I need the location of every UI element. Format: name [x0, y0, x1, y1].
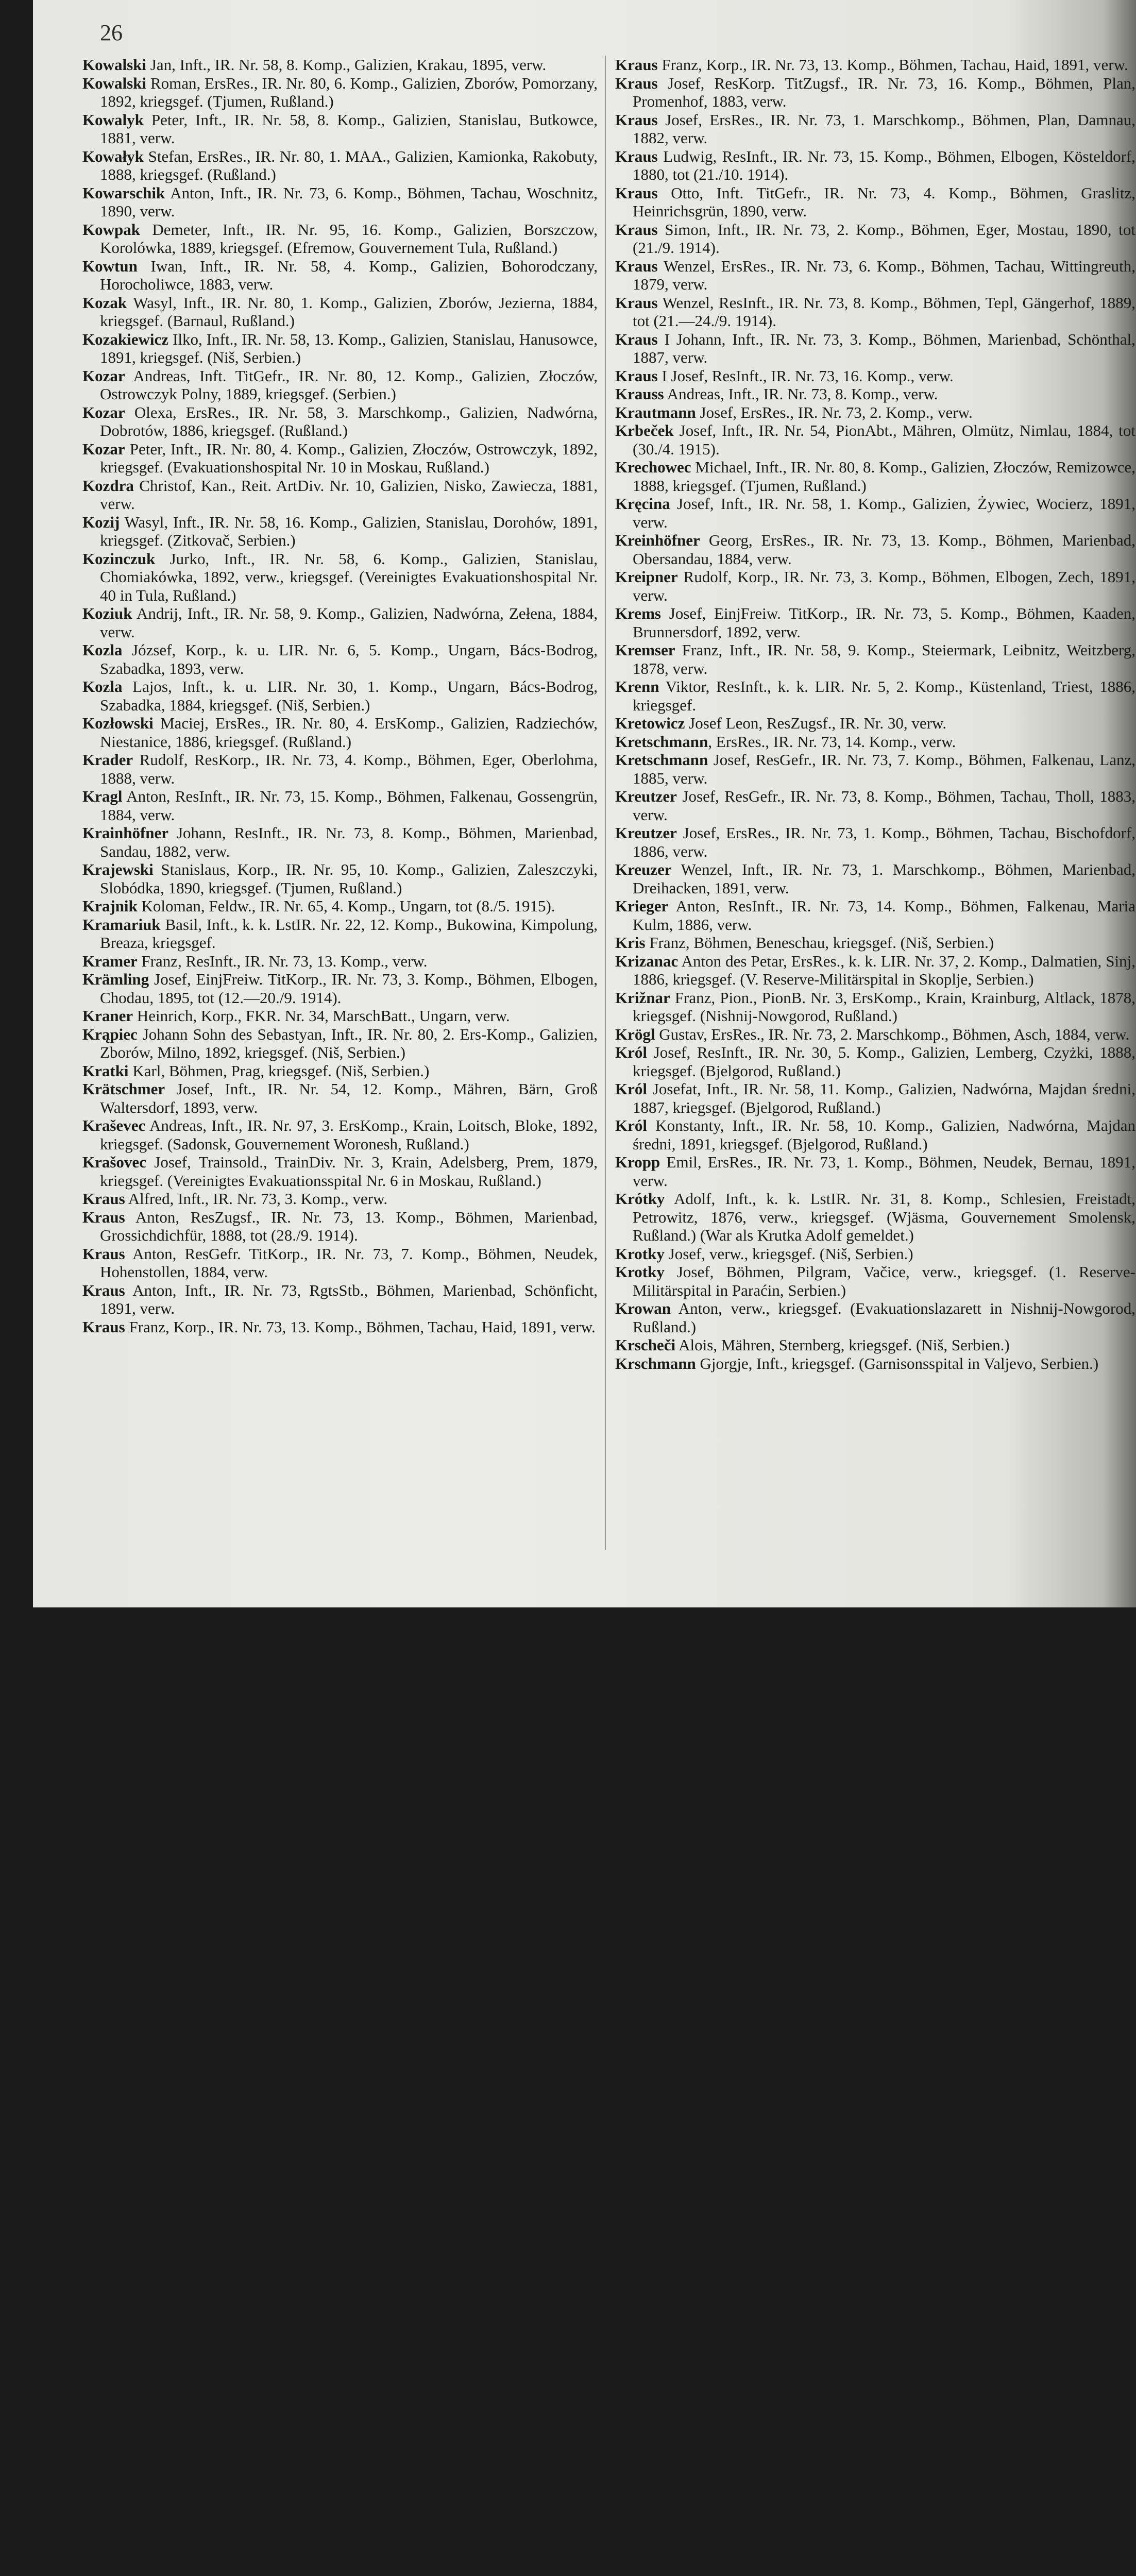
entry-details: Jan, Inft., IR. Nr. 58, 8. Komp., Galizien, Krakau, 1895, verw. [146, 56, 547, 74]
entry-surname: Kreuzer [615, 860, 672, 878]
entry-details: Rudolf, ResKorp., IR. Nr. 73, 4. Komp., Böhmen, Eger, Oberlohma, 1888, verw. [100, 751, 598, 787]
entry-surname: Kreutzer [615, 787, 677, 805]
register-entry [82, 916, 598, 952]
entry-surname: Kretowicz [615, 714, 685, 732]
entry-details: Simon, Inft., IR. Nr. 73, 2. Komp., Böhmen, Eger, Mostau, 1890, tot (21./9. 1914). [633, 220, 1135, 257]
register-entry [615, 294, 1135, 330]
register-entry [615, 458, 1135, 495]
entry-surname: Kozinczuk [82, 549, 156, 568]
register-entry [615, 677, 1135, 714]
register-entry [82, 147, 598, 184]
register-entry [615, 1080, 1135, 1116]
entry-surname: Kozłowski [82, 714, 154, 732]
entry-surname: Kozla [82, 641, 123, 659]
register-entry [615, 1299, 1135, 1336]
entry-details: Demeter, Inft., IR. Nr. 95, 16. Komp., Galizien, Borszczow, Korolówka, 1889, kriegsgef. (Efremow, Gouvernement Tula, Rußland.) [100, 220, 598, 257]
register-entry [615, 221, 1135, 257]
register-entry [82, 1245, 598, 1281]
scanned-page [33, 0, 1136, 1607]
register-entry [82, 641, 598, 677]
entry-surname: Kretschmann [615, 732, 708, 751]
register-entry [82, 1190, 598, 1208]
entry-surname: Krótky [615, 1190, 665, 1208]
entry-details: Karl, Böhmen, Prag, kriegsgef. (Niš, Serbien.) [128, 1061, 430, 1080]
entry-details: Gustav, ErsRes., IR. Nr. 73, 2. Marschkomp., Böhmen, Asch, 1884, verw. [655, 1025, 1130, 1043]
entry-surname: Krotky [615, 1263, 665, 1281]
entry-details: Michael, Inft., IR. Nr. 80, 8. Komp., Galizien, Złoczów, Remizowce, 1888, kriegsgef. (Tjumen, Rußland.) [633, 458, 1135, 495]
register-entry [82, 952, 598, 971]
register-entry [82, 440, 598, 477]
entry-surname: Kreipner [615, 568, 678, 586]
entry-surname: Krąpiec [82, 1025, 138, 1043]
entry-details: Stanislaus, Korp., IR. Nr. 95, 10. Komp., Galizien, Zaleszczyki, Slobódka, 1890, kriegsgef. (Tjumen, Rußland.) [100, 860, 598, 897]
register-entry [615, 952, 1135, 989]
register-entry [615, 1153, 1135, 1190]
entry-surname: Krizanac [615, 952, 679, 970]
entry-details: Koloman, Feldw., IR. Nr. 65, 4. Komp., Ungarn, tot (8./5. 1915). [137, 897, 555, 915]
left-column [82, 56, 598, 1336]
entry-surname: Kowarschik [82, 183, 165, 202]
entry-details: Wenzel, ErsRes., IR. Nr. 73, 6. Komp., Böhmen, Tachau, Wittingreuth, 1879, verw. [633, 257, 1135, 293]
entry-details: Wasyl, Inft., IR. Nr. 80, 1. Komp., Galizien, Zborów, Jezierna, 1884, kriegsgef. (Barnaul, Rußland.) [100, 293, 598, 330]
entry-surname: Kraus [615, 330, 658, 348]
entry-surname: Krems [615, 604, 661, 622]
register-entry [82, 1153, 598, 1190]
entry-surname: Kretschmann [615, 751, 708, 769]
entry-details: Franz, Inft., IR. Nr. 58, 9. Komp., Steiermark, Leibnitz, Weitzberg, 1878, verw. [633, 641, 1135, 677]
register-entry [82, 714, 598, 751]
entry-details: I Johann, Inft., IR. Nr. 73, 3. Komp., Böhmen, Marienbad, Schönthal, 1887, verw. [633, 330, 1135, 366]
register-entry [615, 495, 1135, 531]
entry-surname: Krbeček [615, 421, 674, 439]
entry-surname: Kowpak [82, 220, 140, 239]
entry-surname: Kozdra [82, 476, 134, 495]
entry-surname: Kraus [82, 1317, 125, 1336]
entry-details: Anton, ResGefr. TitKorp., IR. Nr. 73, 7. Komp., Böhmen, Neudek, Hohenstollen, 1884, verw. [100, 1244, 598, 1281]
entry-details: Iwan, Inft., IR. Nr. 58, 4. Komp., Galizien, Bohorodczany, Horocholiwce, 1883, verw. [100, 257, 598, 293]
register-entry [615, 531, 1135, 568]
register-entry [615, 367, 1135, 385]
entry-details: Andreas, Inft., IR. Nr. 97, 3. ErsKomp., Krain, Loitsch, Bloke, 1892, kriegsgef. (Sadonsk, Gouvernement Woronesh, Rußland.) [100, 1116, 598, 1153]
entry-surname: Krautmann [615, 403, 696, 421]
entry-details: Anton, ResInft., IR. Nr. 73, 15. Komp., Böhmen, Falkenau, Gossengrün, 1884, verw. [100, 787, 598, 824]
entry-surname: Kowalski [82, 74, 147, 92]
entry-surname: Krschmann [615, 1354, 696, 1372]
page-number: 26 [100, 20, 123, 45]
register-entry [82, 897, 598, 916]
entry-surname: Krieger [615, 897, 669, 915]
entry-surname: Kozar [82, 403, 125, 421]
entry-details: Josef, ErsRes., IR. Nr. 73, 2. Komp., verw. [696, 403, 973, 421]
viewer-footer [0, 1607, 1136, 1701]
entry-details: Franz, Korp., IR. Nr. 73, 13. Komp., Böhmen, Tachau, Haid, 1891, verw. [657, 56, 1128, 74]
entry-surname: Król [615, 1043, 647, 1061]
entry-details: Josef, Inft., IR. Nr. 54, 12. Komp., Mähren, Bärn, Groß Waltersdorf, 1893, verw. [100, 1080, 598, 1116]
entry-surname: Krechowec [615, 458, 691, 476]
entry-details: Stefan, ErsRes., IR. Nr. 80, 1. MAA., Galizien, Kamionka, Rakobuty, 1888, kriegsgef. (Rußland.) [100, 147, 598, 183]
entry-surname: Kris [615, 934, 646, 952]
entry-surname: Kraus [615, 220, 658, 239]
entry-surname: Kraus [82, 1244, 125, 1263]
entry-details: Alfred, Inft., IR. Nr. 73, 3. Komp., verw. [125, 1190, 388, 1208]
entry-details: Josef, ResGefr., IR. Nr. 73, 8. Komp., Böhmen, Tachau, Tholl, 1883, verw. [633, 787, 1135, 824]
register-entry [615, 604, 1135, 641]
entry-surname: Krenn [615, 677, 659, 696]
entry-details: Josef, ErsRes., IR. Nr. 73, 1. Marschkomp., Böhmen, Plan, Damnau, 1882, verw. [633, 110, 1135, 147]
entry-details: Ilko, Inft., IR. Nr. 58, 13. Komp., Galizien, Stanislau, Hanusowce, 1891, kriegsgef. (Niš, Serbien.) [100, 330, 598, 366]
entry-surname: Kowalski [82, 56, 147, 74]
entry-details: Johann Sohn des Sebastyan, Inft., IR. Nr. 80, 2. Ers-Komp., Galizien, Zborów, Milno, 1892, kriegsgef. (Niš, Serbien.) [100, 1025, 598, 1061]
entry-details: Maciej, ErsRes., IR. Nr. 80, 4. ErsKomp., Galizien, Radziechów, Niestanice, 1886, kriegsgef. (Rußland.) [100, 714, 598, 751]
register-entry [82, 677, 598, 714]
entry-surname: Kraus [615, 110, 658, 129]
entry-details: Peter, Inft., IR. Nr. 58, 8. Komp., Galizien, Stanislau, Butkowce, 1881, verw. [100, 110, 598, 147]
entry-surname: Kraševec [82, 1116, 146, 1134]
entry-surname: Krainhöfner [82, 824, 169, 842]
entry-surname: Kraus [615, 257, 658, 275]
register-entry [615, 403, 1135, 422]
entry-details: Basil, Inft., k. k. LstIR. Nr. 22, 12. Komp., Bukowina, Kimpolung, Breaza, kriegsgef. [100, 915, 598, 952]
register-entry [82, 1007, 598, 1025]
entry-details: Ludwig, ResInft., IR. Nr. 73, 15. Komp., Böhmen, Elbogen, Kösteldorf, 1880, tot (21./10. 1914). [633, 147, 1135, 183]
entry-details: Josef, Trainsold., TrainDiv. Nr. 3, Krain, Adelsberg, Prem, 1879, kriegsgef. (Vereinigtes Evakuationsspital Nr. 6 in Moskau, Rußland.) [100, 1153, 598, 1190]
entry-surname: Krajewski [82, 860, 154, 878]
register-entry [82, 221, 598, 257]
entry-surname: Krowan [615, 1299, 671, 1317]
entry-surname: Krämling [82, 970, 149, 988]
entry-details: Christof, Kan., Reit. ArtDiv. Nr. 10, Galizien, Nisko, Zawiecza, 1881, verw. [100, 476, 598, 513]
entry-details: Anton, Inft., IR. Nr. 73, 6. Komp., Böhmen, Tachau, Woschnitz, 1890, verw. [100, 183, 598, 220]
entry-surname: Kozar [82, 439, 125, 458]
entry-surname: Krašovec [82, 1153, 146, 1171]
entry-details: Anton, ResInft., IR. Nr. 73, 14. Komp., Böhmen, Falkenau, Maria Kulm, 1886, verw. [633, 897, 1135, 934]
entry-details: Adolf, Inft., k. k. LstIR. Nr. 31, 8. Komp., Schlesien, Freistadt, Petrowitz, 1876, verw., kriegsgef. (Wjäsma, Gouvernement Smolensk, Rußland.) (War als Krutka Adolf gemeldet.) [633, 1190, 1135, 1244]
entry-details: Roman, ErsRes., IR. Nr. 80, 6. Komp., Galizien, Zborów, Pomorzany, 1892, kriegsgef. (Tjumen, Rußland.) [100, 74, 598, 110]
entry-surname: Kowałyk [82, 147, 144, 165]
entry-details: Peter, Inft., IR. Nr. 80, 4. Komp., Galizien, Złoczów, Ostrowczyk, 1892, kriegsgef. (Evakuationshospital Nr. 10 in Moskau, Rußland.) [100, 439, 598, 476]
entry-surname: Krader [82, 751, 133, 769]
entry-surname: Krotky [615, 1244, 665, 1263]
register-entry [82, 111, 598, 147]
register-entry [82, 74, 598, 111]
entry-details: Josef, ErsRes., IR. Nr. 73, 1. Komp., Böhmen, Tachau, Bischofdorf, 1886, verw. [633, 824, 1135, 860]
entry-details: Viktor, ResInft., k. k. LIR. Nr. 5, 2. Komp., Küstenland, Triest, 1886, kriegsgef. [633, 677, 1135, 714]
entry-surname: Kraus [615, 183, 658, 202]
register-entry [615, 751, 1135, 787]
register-entry [82, 787, 598, 824]
register-entry [615, 1336, 1135, 1354]
entry-details: Andreas, Inft., IR. Nr. 73, 8. Komp., verw. [664, 385, 938, 403]
entry-details: Olexa, ErsRes., IR. Nr. 58, 3. Marschkomp., Galizien, Nadwórna, Dobrotów, 1886, kriegsgef. (Rußland.) [100, 403, 598, 439]
entry-surname: Kremser [615, 641, 675, 659]
right-column [615, 56, 1135, 1372]
entry-details: Georg, ErsRes., IR. Nr. 73, 13. Komp., Böhmen, Marienbad, Obersandau, 1884, verw. [633, 531, 1135, 568]
register-entry [615, 733, 1135, 751]
entry-surname: Krscheči [615, 1336, 676, 1354]
register-entry [82, 970, 598, 1007]
entry-details: József, Korp., k. u. LIR. Nr. 6, 5. Komp., Ungarn, Bács-Bodrog, Szabadka, 1893, verw. [100, 641, 598, 677]
entry-surname: Kręcina [615, 495, 670, 513]
entry-details: Lajos, Inft., k. u. LIR. Nr. 30, 1. Komp., Ungarn, Bács-Bodrog, Szabadka, 1884, kriegsgef. (Niš, Serbien.) [100, 677, 598, 714]
register-entry [615, 1043, 1135, 1080]
entry-details: Franz, Böhmen, Beneschau, kriegsgef. (Niš, Serbien.) [645, 934, 994, 952]
entry-details: Josefat, Inft., IR. Nr. 58, 11. Komp., Galizien, Nadwórna, Majdan średni, 1887, kriegsgef. (Bjelgorod, Rußland.) [633, 1080, 1135, 1116]
entry-details: Josef, EinjFreiw. TitKorp., IR. Nr. 73, 3. Komp., Böhmen, Elbogen, Chodau, 1895, tot (12.—20./9. 1914). [100, 970, 598, 1007]
entry-surname: Kowtun [82, 257, 138, 275]
register-entry [615, 860, 1135, 897]
entry-details: Anton, Inft., IR. Nr. 73, RgtsStb., Böhmen, Marienbad, Schönficht, 1891, verw. [100, 1281, 598, 1317]
entry-surname: Król [615, 1116, 647, 1134]
entry-surname: Kraus [82, 1281, 125, 1299]
entry-details: Emil, ErsRes., IR. Nr. 73, 1. Komp., Böhmen, Neudek, Bernau, 1891, verw. [633, 1153, 1135, 1190]
register-entry [615, 1263, 1135, 1299]
register-entry [82, 403, 598, 440]
entry-surname: Kozar [82, 366, 125, 385]
register-entry [82, 184, 598, 221]
register-entry [615, 385, 1135, 403]
entry-surname: Kozij [82, 513, 120, 531]
entry-details: Josef Leon, ResZugsf., IR. Nr. 30, verw. [685, 714, 947, 732]
entry-surname: Krätschmer [82, 1080, 165, 1098]
entry-details: Franz, Korp., IR. Nr. 73, 13. Komp., Böhmen, Tachau, Haid, 1891, verw. [125, 1317, 596, 1336]
register-entry [82, 604, 598, 641]
entry-details: Konstanty, Inft., IR. Nr. 58, 10. Komp., Galizien, Nadwórna, Majdan średni, 1891, kriegsgef. (Bjelgorod, Rußland.) [633, 1116, 1135, 1153]
entry-details: I Josef, ResInft., IR. Nr. 73, 16. Komp., verw. [657, 366, 954, 385]
entry-details: Josef, ResKorp. TitZugsf., IR. Nr. 73, 16. Komp., Böhmen, Plan, Promenhof, 1883, verw. [633, 74, 1135, 110]
entry-surname: Kragl [82, 787, 123, 805]
entry-surname: Król [615, 1080, 647, 1098]
entry-details: Andrij, Inft., IR. Nr. 58, 9. Komp., Galizien, Nadwórna, Zełena, 1884, verw. [100, 604, 598, 641]
entry-surname: Kraner [82, 1007, 133, 1025]
register-entry [82, 367, 598, 403]
entry-details: Jurko, Inft., IR. Nr. 58, 6. Komp., Galizien, Stanislau, Chomiakówka, 1892, verw., kriegsgef. (Vereinigtes Evakuationshospital Nr. 40 in Tula, Rußland.) [100, 549, 598, 604]
register-entry [615, 787, 1135, 824]
entry-details: Josef, EinjFreiw. TitKorp., IR. Nr. 73, 5. Komp., Böhmen, Kaaden, Brunnersdorf, 1892, verw. [633, 604, 1135, 641]
register-entry [615, 934, 1135, 952]
entry-details: Alois, Mähren, Sternberg, kriegsgef. (Niš, Serbien.) [675, 1336, 1010, 1354]
entry-surname: Krögl [615, 1025, 655, 1043]
register-entry [615, 824, 1135, 860]
entry-details: Gjorgje, Inft., kriegsgef. (Garnisonsspital in Valjevo, Serbien.) [696, 1354, 1099, 1372]
entry-surname: Kramariuk [82, 915, 161, 934]
entry-details: , ErsRes., IR. Nr. 73, 14. Komp., verw. [708, 732, 956, 751]
entry-details: Josef, Inft., IR. Nr. 54, PionAbt., Mähren, Olmütz, Nimlau, 1884, tot (30./4. 1915). [633, 421, 1135, 458]
entry-details: Franz, Pion., PionB. Nr. 3, ErsKomp., Krain, Krainburg, Altlack, 1878, kriegsgef. (Nishnij-Nowgorod, Rußland.) [633, 988, 1135, 1025]
entry-details: Anton, verw., kriegsgef. (Evakuationslazarett in Nishnij-Nowgorod, Rußland.) [633, 1299, 1135, 1336]
entry-details: Wenzel, Inft., IR. Nr. 73, 1. Marschkomp., Böhmen, Marienbad, Dreihacken, 1891, verw. [633, 860, 1135, 897]
entry-surname: Kraus [615, 56, 658, 74]
register-entry [82, 1062, 598, 1080]
entry-details: Anton des Petar, ErsRes., k. k. LIR. Nr. 37, 2. Komp., Dalmatien, Sinj, 1886, kriegsgef. (V. Reserve-Militärspital in Skoplje, Serbien.) [633, 952, 1135, 988]
register-entry [82, 1281, 598, 1318]
entry-details: Johann, ResInft., IR. Nr. 73, 8. Komp., Böhmen, Marienbad, Sandau, 1882, verw. [100, 824, 598, 860]
entry-details: Josef, verw., kriegsgef. (Niš, Serbien.) [664, 1244, 913, 1263]
entry-surname: Koziuk [82, 604, 132, 622]
register-entry [615, 641, 1135, 677]
entry-surname: Kraus [615, 366, 658, 385]
entry-surname: Kraus [615, 74, 658, 92]
entry-surname: Kowalyk [82, 110, 144, 129]
column-divider [605, 56, 606, 1550]
entry-details: Heinrich, Korp., FKR. Nr. 34, MarschBatt., Ungarn, verw. [133, 1007, 510, 1025]
register-entry [615, 1025, 1135, 1044]
entry-details: Andreas, Inft. TitGefr., IR. Nr. 80, 12. Komp., Galizien, Złoczów, Ostrowczyk Polny, 1889, kriegsgef. (Serbien.) [100, 366, 598, 403]
entry-details: Josef, ResInft., IR. Nr. 30, 5. Komp., Galizien, Lemberg, Czyżki, 1888, kriegsgef. (Bjelgorod, Rußland.) [633, 1043, 1135, 1080]
register-entry [82, 330, 598, 367]
register-entry [82, 1208, 598, 1245]
register-entry [615, 1354, 1135, 1373]
entry-details: Rudolf, Korp., IR. Nr. 73, 3. Komp., Böhmen, Elbogen, Zech, 1891, verw. [633, 568, 1135, 604]
register-entry [615, 257, 1135, 294]
entry-details: Anton, ResZugsf., IR. Nr. 73, 13. Komp., Böhmen, Marienbad, Grossichdichfür, 1888, tot (28./9. 1914). [100, 1208, 598, 1244]
entry-surname: Kramer [82, 952, 138, 970]
register-entry [615, 1116, 1135, 1153]
register-entry [615, 111, 1135, 147]
register-entry [615, 147, 1135, 184]
entry-surname: Kraus [615, 293, 658, 312]
register-entry [615, 1190, 1135, 1245]
entry-surname: Kozak [82, 293, 127, 312]
register-entry [615, 56, 1135, 74]
entry-surname: Kropp [615, 1153, 660, 1171]
entry-details: Josef, ResGefr., IR. Nr. 73, 7. Komp., Böhmen, Falkenau, Lanz, 1885, verw. [633, 751, 1135, 787]
register-entry [82, 1080, 598, 1116]
register-entry [82, 1025, 598, 1062]
register-entry [82, 56, 598, 74]
register-entry [615, 421, 1135, 458]
register-entry [82, 1318, 598, 1336]
entry-details: Wasyl, Inft., IR. Nr. 58, 16. Komp., Galizien, Stanislau, Dorohów, 1891, kriegsgef. (Zitkovač, Serbien.) [100, 513, 598, 549]
register-entry [82, 824, 598, 860]
register-entry [615, 989, 1135, 1025]
entry-surname: Krauss [615, 385, 664, 403]
entry-surname: Kraus [82, 1208, 125, 1226]
entry-details: Otto, Inft. TitGefr., IR. Nr. 73, 4. Komp., Böhmen, Graslitz, Heinrichsgrün, 1890, verw. [633, 183, 1135, 220]
register-entry [82, 257, 598, 294]
register-entry [82, 477, 598, 513]
register-entry [615, 1245, 1135, 1263]
register-entry [615, 330, 1135, 367]
entry-details: Franz, ResInft., IR. Nr. 73, 13. Komp., verw. [137, 952, 428, 970]
entry-surname: Križnar [615, 988, 670, 1007]
entry-surname: Krajnik [82, 897, 138, 915]
entry-surname: Kozakiewicz [82, 330, 169, 348]
register-entry [82, 294, 598, 330]
register-entry [615, 714, 1135, 733]
register-entry [82, 860, 598, 897]
register-entry [82, 550, 598, 605]
register-entry [615, 897, 1135, 934]
register-entry [615, 184, 1135, 221]
entry-details: Wenzel, ResInft., IR. Nr. 73, 8. Komp., Böhmen, Tepl, Gängerhof, 1889, tot (21.—24./9. 1914). [633, 293, 1135, 330]
entry-surname: Kreutzer [615, 824, 677, 842]
entry-surname: Kratki [82, 1061, 129, 1080]
entry-surname: Kozla [82, 677, 123, 696]
register-entry [82, 1116, 598, 1153]
register-entry [615, 568, 1135, 604]
register-entry [82, 513, 598, 550]
entry-details: Josef, Böhmen, Pilgram, Vačice, verw., kriegsgef. (1. Reserve-Militärspital in Paraćin, Serbien.) [633, 1263, 1135, 1299]
entry-surname: Kraus [82, 1190, 125, 1208]
entry-details: Josef, Inft., IR. Nr. 58, 1. Komp., Galizien, Żywiec, Wocierz, 1891, verw. [633, 495, 1135, 531]
register-entry [82, 751, 598, 787]
entry-surname: Kraus [615, 147, 658, 165]
entry-surname: Kreinhöfner [615, 531, 700, 549]
register-entry [615, 74, 1135, 111]
